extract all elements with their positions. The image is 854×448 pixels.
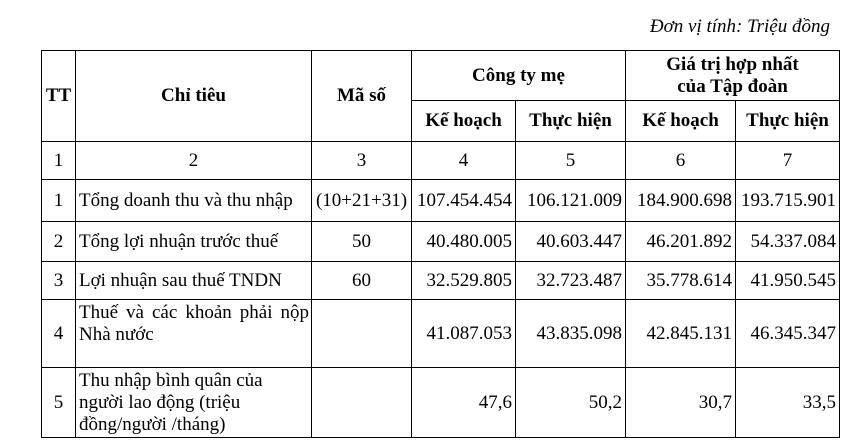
row-me-ke-hoach: 32.529.805 — [412, 262, 516, 300]
column-number: 5 — [516, 142, 626, 180]
row-me-thuc-hien: 43.835.098 — [516, 300, 626, 368]
row-tt: 3 — [42, 262, 76, 300]
column-number: 2 — [76, 142, 312, 180]
row-me-thuc-hien: 50,2 — [516, 368, 626, 438]
row-ma-so: (10+21+31) — [312, 180, 412, 222]
financial-table — [41, 50, 840, 438]
table-row — [42, 262, 840, 300]
row-me-ke-hoach: 47,6 — [412, 368, 516, 438]
row-ma-so — [312, 300, 412, 368]
row-tt: 5 — [42, 368, 76, 438]
row-me-ke-hoach: 107.454.454 — [412, 180, 516, 222]
row-chi-tieu: Thu nhập bình quân của người lao động (triệu đồng/người /tháng) — [76, 368, 312, 438]
table-row — [42, 300, 840, 368]
column-number: 4 — [412, 142, 516, 180]
header-cong-ty-me: Công ty mẹ — [412, 51, 626, 101]
table-row — [42, 180, 840, 222]
row-ma-so: 60 — [312, 262, 412, 300]
row-td-ke-hoach: 184.900.698 — [626, 180, 736, 222]
row-chi-tieu: Tổng lợi nhuận trước thuế — [76, 222, 312, 262]
row-tt: 1 — [42, 180, 76, 222]
row-ma-so: 50 — [312, 222, 412, 262]
column-number-row — [42, 142, 840, 180]
header-me-thuc-hien: Thực hiện — [516, 101, 626, 142]
header-me-ke-hoach: Kế hoạch — [412, 101, 516, 142]
row-me-thuc-hien: 106.121.009 — [516, 180, 626, 222]
row-me-ke-hoach: 41.087.053 — [412, 300, 516, 368]
unit-note: Đơn vị tính: Triệu đồng — [649, 16, 830, 37]
row-td-thuc-hien: 193.715.901 — [736, 180, 840, 222]
column-number: 6 — [626, 142, 736, 180]
row-tt: 2 — [42, 222, 76, 262]
row-td-thuc-hien: 54.337.084 — [736, 222, 840, 262]
column-number: 7 — [736, 142, 840, 180]
row-td-ke-hoach: 42.845.131 — [626, 300, 736, 368]
row-td-thuc-hien: 33,5 — [736, 368, 840, 438]
row-chi-tieu: Tổng doanh thu và thu nhập — [76, 180, 312, 222]
header-tt: TT — [42, 51, 76, 142]
header-ma-so: Mã số — [312, 51, 412, 142]
row-chi-tieu: Lợi nhuận sau thuế TNDN — [76, 262, 312, 300]
header-td-ke-hoach: Kế hoạch — [626, 101, 736, 142]
row-ma-so — [312, 368, 412, 438]
row-me-thuc-hien: 32.723.487 — [516, 262, 626, 300]
row-me-ke-hoach: 40.480.005 — [412, 222, 516, 262]
header-tap-doan — [626, 51, 840, 101]
row-td-thuc-hien: 41.950.545 — [736, 262, 840, 300]
row-tt: 4 — [42, 300, 76, 368]
table-row — [42, 368, 840, 438]
row-td-ke-hoach: 35.778.614 — [626, 262, 736, 300]
row-td-thuc-hien: 46.345.347 — [736, 300, 840, 368]
row-td-ke-hoach: 30,7 — [626, 368, 736, 438]
column-number: 1 — [42, 142, 76, 180]
row-me-thuc-hien: 40.603.447 — [516, 222, 626, 262]
row-td-ke-hoach: 46.201.892 — [626, 222, 736, 262]
row-chi-tieu: Thuế và các khoản phải nộp Nhà nước — [76, 300, 312, 368]
header-tap-doan-line1: Giá trị hợp nhất — [666, 53, 799, 75]
table-row — [42, 222, 840, 262]
column-number: 3 — [312, 142, 412, 180]
header-td-thuc-hien: Thực hiện — [736, 101, 840, 142]
header-tap-doan-line2: của Tập đoàn — [677, 75, 788, 97]
header-chi-tieu: Chỉ tiêu — [76, 51, 312, 142]
